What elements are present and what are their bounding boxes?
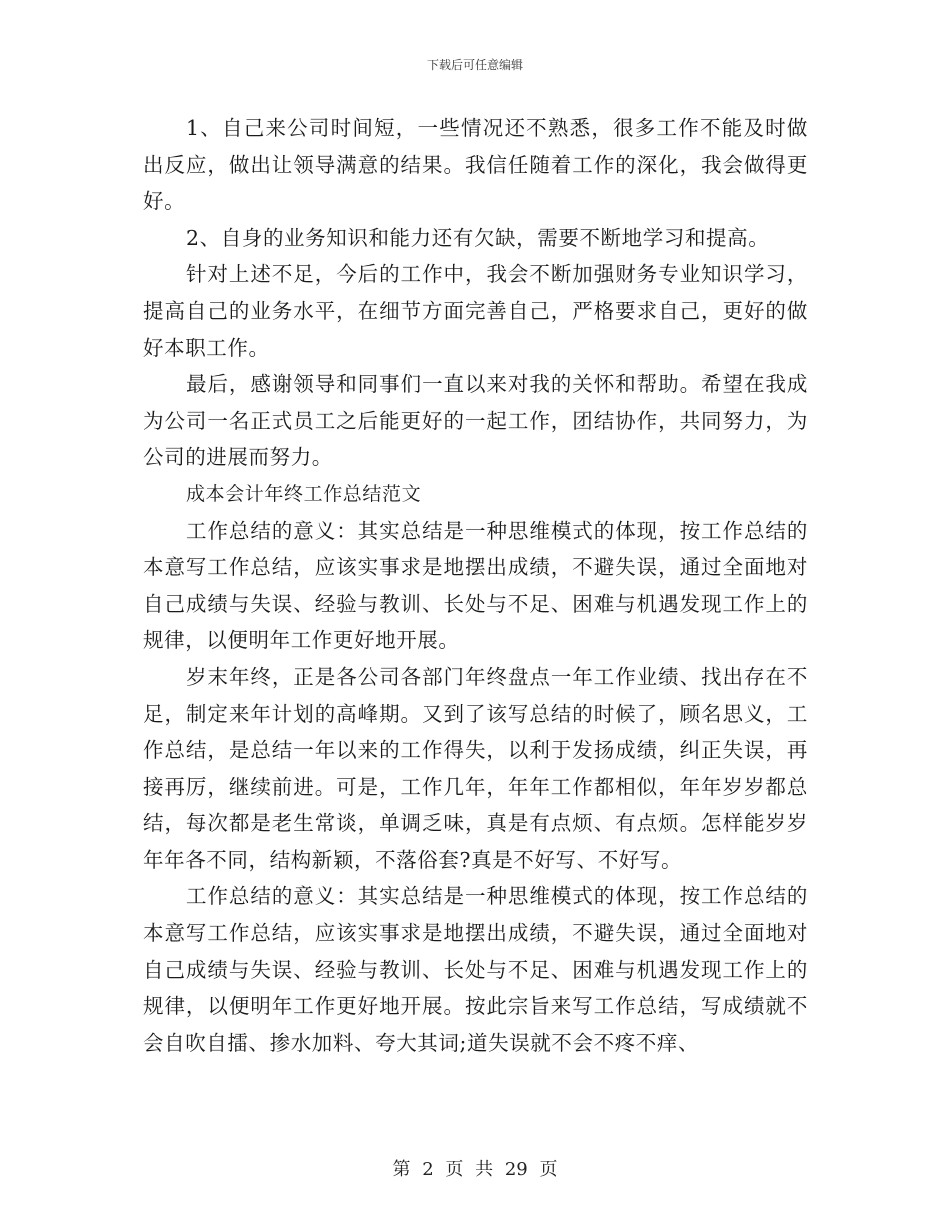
paragraph-shortcoming-2: 2、自身的业务知识和能力还有欠缺，需要不断地学习和提高。 [186, 225, 770, 250]
paragraph-summary-meaning: 工作总结的意义：其实总结是一种思维模式的体现，按工作总结的本意写工作总结，应该实事求是地摆出成绩，不避失误，通过全面地对自己成绩与失误、经验与教训、长处与不足、困难与机遇发现工作上的规律，以便明年工作更好地开展。 [143, 518, 808, 653]
document-body [143, 110, 808, 1061]
paragraph-thanks: 最后，感谢领导和同事们一直以来对我的关怀和帮助。希望在我成为公司一名正式员工之后能更好的一起工作，团结协作，共同努力，为公司的进展而努力。 [143, 372, 808, 470]
page-number-footer: 第 2 页 共 29 页 [392, 1159, 558, 1180]
paragraph-improvement-plan: 针对上述不足，今后的工作中，我会不断加强财务专业知识学习，提高自己的业务水平，在细节方面完善自己，严格要求自己，更好的做好本职工作。 [143, 262, 808, 360]
page-header: 下载后可任意编辑 [426, 58, 523, 72]
paragraph-shortcoming-1: 1、自己来公司时间短，一些情况还不熟悉，很多工作不能及时做出反应，做出让领导满意的结果。我信任随着工作的深化，我会做得更好。 [143, 116, 808, 214]
paragraph-summary-meaning-repeat: 工作总结的意义：其实总结是一种思维模式的体现，按工作总结的本意写工作总结，应该实事求是地摆出成绩，不避失误，通过全面地对自己成绩与失误、经验与教训、长处与不足、困难与机遇发现工作上的规律，以便明年工作更好地开展。按此宗旨来写工作总结，写成绩就不会自吹自擂、掺水加料、夸大其词;道失误就不会不疼不痒、 [143, 884, 808, 1055]
paragraph-year-end: 岁末年终，正是各公司各部门年终盘点一年工作业绩、找出存在不足，制定来年计划的高峰期。又到了该写总结的时候了，顾名思义，工作总结，是总结一年以来的工作得失，以利于发扬成绩，纠正失误，再接再厉，继续前进。可是，工作几年，年年工作都相似，年年岁岁都总结，每次都是老生常谈，单调乏味，真是有点烦、有点烦。怎样能岁岁年年各不同，结构新颖，不落俗套?真是不好写、不好写。 [143, 664, 808, 872]
section-title: 成本会计年终工作总结范文 [186, 482, 422, 505]
